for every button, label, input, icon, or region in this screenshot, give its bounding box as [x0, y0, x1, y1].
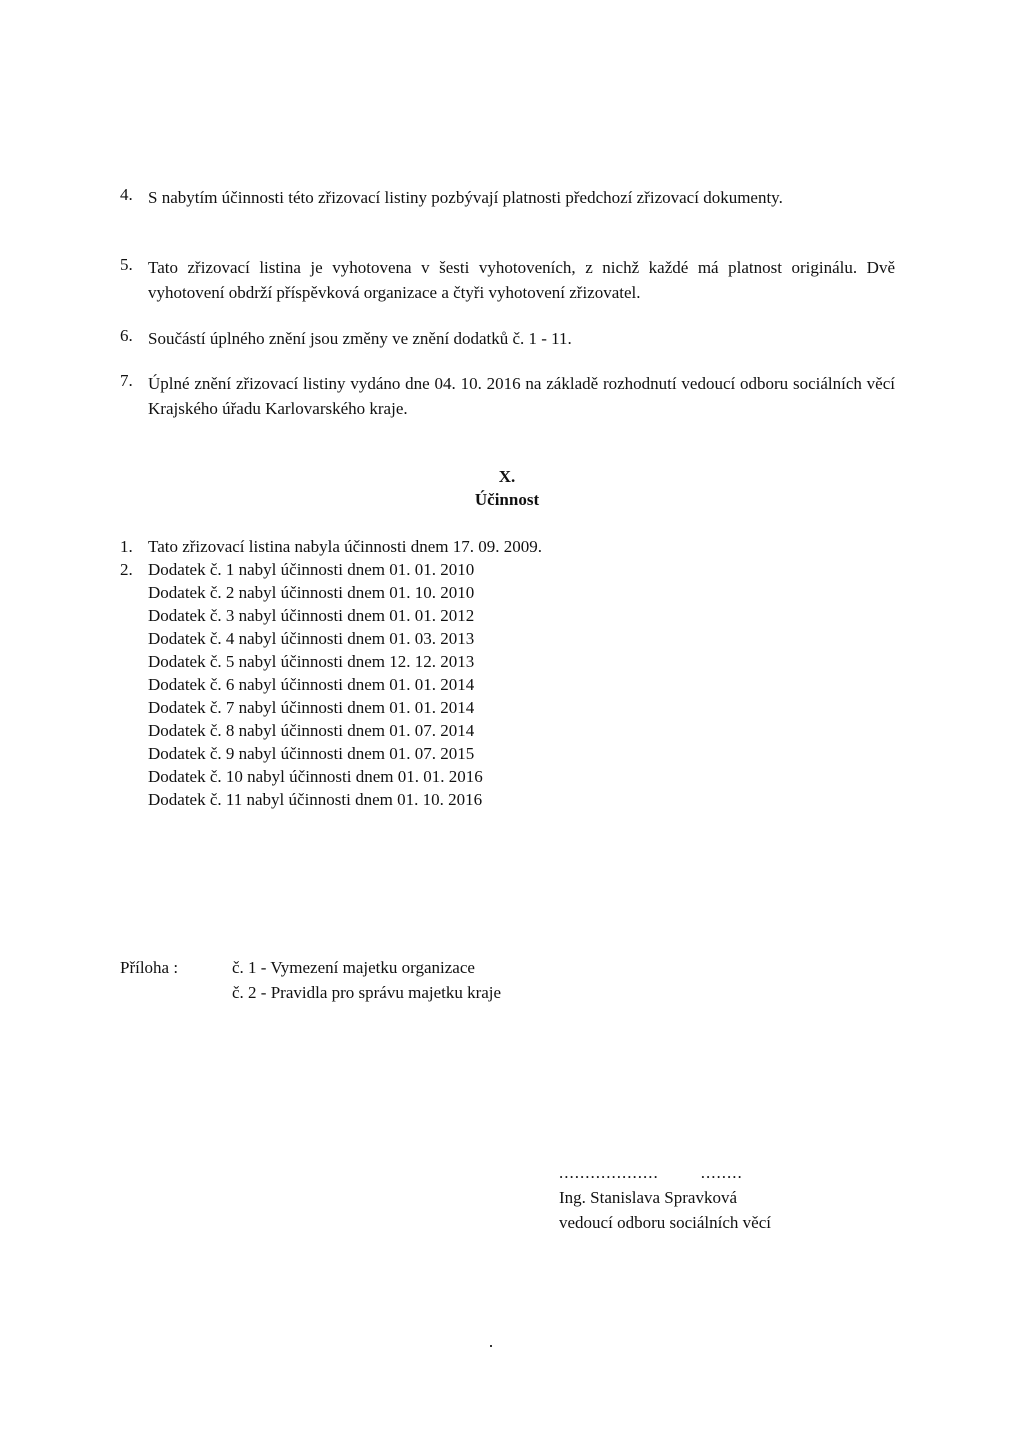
clause-6: [120, 326, 895, 351]
signatory-role: vedoucí odboru sociálních věcí: [559, 1213, 771, 1232]
list-item-text: Dodatek č. 9 nabyl účinnosti dnem 01. 07. 2015: [148, 744, 475, 763]
list-item-text: Dodatek č. 3 nabyl účinnosti dnem 01. 01. 2012: [148, 606, 475, 625]
list-item-text: Dodatek č. 5 nabyl účinnosti dnem 12. 12. 2013: [148, 652, 475, 671]
attachments-label: Příloha :: [120, 958, 179, 977]
clause-number: 7.: [120, 371, 133, 390]
clause-4: [120, 185, 895, 210]
list-item-text: Dodatek č. 11 nabyl účinnosti dnem 01. 10. 2016: [148, 790, 483, 809]
list-item-text: Dodatek č. 1 nabyl účinnosti dnem 01. 01. 2010: [148, 560, 475, 579]
clause-text: Úplné znění zřizovací listiny vydáno dne 04. 10. 2016 na základě rozhodnutí vedoucí odboru sociálních věcí Krajského úřadu Karlovarského kraje.: [148, 374, 895, 418]
clause-text: S nabytím účinnosti této zřizovací listiny pozbývají platnosti předchozí zřizovací dokumenty.: [148, 188, 783, 207]
section-number: X.: [498, 467, 516, 486]
scan-speck: [490, 1345, 492, 1347]
clause-number: 5.: [120, 255, 133, 274]
signatory-name: Ing. Stanislava Ѕpravková: [559, 1188, 737, 1207]
list-item-text: Dodatek č. 6 nabyl účinnosti dnem 01. 01. 2014: [148, 675, 475, 694]
signature-line: ................... ........: [559, 1163, 743, 1182]
clause-number: 6.: [120, 326, 133, 345]
list-item-text: Tato zřizovací listina nabyla účinnosti dnem 17. 09. 2009.: [148, 537, 542, 556]
section-title: Účinnost: [474, 490, 540, 509]
list-item-number: 1.: [120, 537, 133, 556]
list-item-text: Dodatek č. 8 nabyl účinnosti dnem 01. 07. 2014: [148, 721, 475, 740]
list-item-text: Dodatek č. 7 nabyl účinnosti dnem 01. 01. 2014: [148, 698, 475, 717]
clause-text: Tato zřizovací listina je vyhotovena v šesti vyhotoveních, z nichž každé má platnost originálu. Dvě vyhotovení obdrží příspěvková organizace a čtyři vyhotovení zřizovatel.: [148, 258, 895, 302]
list-item-number: 2.: [120, 560, 133, 579]
clause-number: 4.: [120, 185, 133, 204]
attachment-item: č. 1 - Vymezení majetku organizace: [232, 958, 475, 977]
signature-block: [559, 1160, 771, 1235]
attachments-list: [232, 955, 501, 1005]
list-item-text: Dodatek č. 2 nabyl účinnosti dnem 01. 10. 2010: [148, 583, 475, 602]
attachment-item: č. 2 - Pravidla pro správu majetku kraje: [232, 983, 502, 1002]
clause-text: Součástí úplného znění jsou změny ve znění dodatků č. 1 - 11.: [148, 329, 572, 348]
clause-5: [120, 255, 895, 305]
clause-7: [120, 371, 895, 421]
list-item-text: Dodatek č. 10 nabyl účinnosti dnem 01. 01. 2016: [148, 767, 483, 786]
list-item-text: Dodatek č. 4 nabyl účinnosti dnem 01. 03. 2013: [148, 629, 475, 648]
